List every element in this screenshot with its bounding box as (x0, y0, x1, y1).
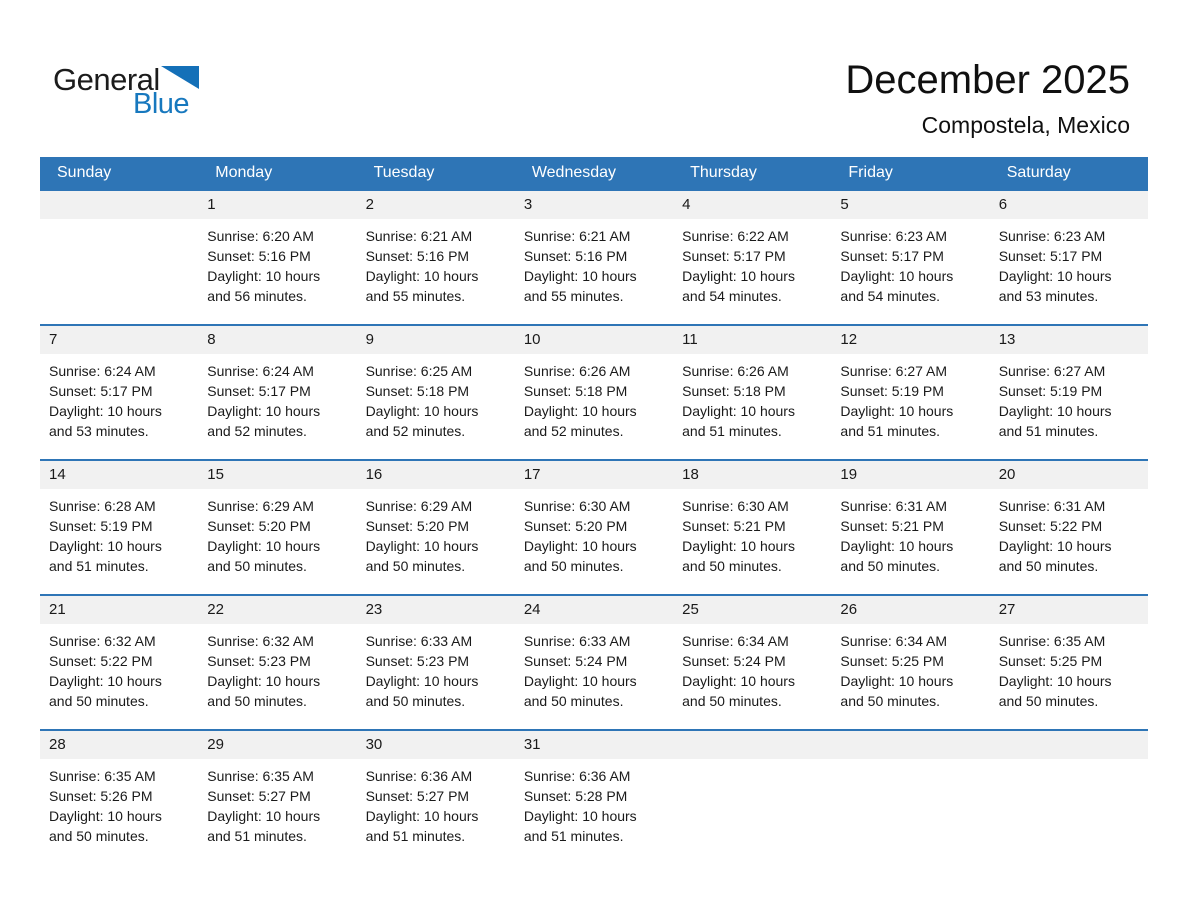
sunset-text: Sunset: 5:19 PM (49, 518, 153, 534)
daylight-line1: Daylight: 10 hours (365, 808, 479, 824)
daylight-line2: and 53 minutes. (998, 288, 1099, 304)
sunset-text: Sunset: 5:23 PM (365, 653, 470, 669)
day-number (673, 731, 831, 759)
general-blue-logo (53, 62, 223, 122)
daylight-line2: and 50 minutes. (49, 828, 149, 844)
day-number: 25 (673, 596, 831, 624)
day-cell (357, 460, 515, 595)
day-cell (357, 730, 515, 864)
sunset-text: Sunset: 5:16 PM (523, 248, 628, 264)
daylight-line1: Daylight: 10 hours (840, 538, 954, 554)
day-details (515, 219, 673, 324)
day-cell (198, 325, 356, 460)
day-details (673, 489, 831, 594)
day-details (198, 354, 356, 459)
header-titles (845, 58, 1130, 139)
sunrise-text: Sunrise: 6:26 AM (682, 363, 789, 379)
daylight-line1: Daylight: 10 hours (365, 403, 479, 419)
sunrise-text: Sunrise: 6:32 AM (49, 633, 156, 649)
sunrise-text: Sunrise: 6:24 AM (49, 363, 156, 379)
day-cell (831, 460, 989, 595)
daylight-line2: and 55 minutes. (523, 288, 624, 304)
daylight-line2: and 56 minutes. (207, 288, 307, 304)
empty-day-cell (831, 730, 989, 864)
daylight-line2: and 52 minutes. (207, 423, 307, 439)
day-details (40, 354, 198, 459)
daylight-line2: and 50 minutes. (523, 693, 624, 709)
day-details (515, 759, 673, 864)
day-number: 1 (198, 191, 356, 219)
day-number: 17 (515, 461, 673, 489)
daylight-line1: Daylight: 10 hours (207, 538, 321, 554)
day-cell (831, 325, 989, 460)
sunrise-text: Sunrise: 6:36 AM (523, 768, 631, 784)
daylight-line2: and 50 minutes. (998, 558, 1099, 574)
day-details (990, 354, 1148, 459)
day-number (40, 191, 198, 219)
day-cell (673, 595, 831, 730)
daylight-line1: Daylight: 10 hours (49, 808, 162, 824)
sunset-text: Sunset: 5:28 PM (523, 788, 628, 804)
day-details (357, 624, 515, 729)
sunset-text: Sunset: 5:16 PM (365, 248, 470, 264)
daylight-line1: Daylight: 10 hours (207, 673, 321, 689)
daylight-line2: and 50 minutes. (365, 558, 466, 574)
calendar-body (40, 190, 1148, 864)
daylight-line1: Daylight: 10 hours (207, 403, 321, 419)
sunrise-text: Sunrise: 6:25 AM (365, 363, 473, 379)
day-details (40, 489, 198, 594)
sunset-text: Sunset: 5:18 PM (365, 383, 470, 399)
sunrise-text: Sunrise: 6:33 AM (523, 633, 631, 649)
sunrise-text: Sunrise: 6:31 AM (998, 498, 1106, 514)
day-cell (673, 190, 831, 325)
empty-day-cell (40, 190, 198, 325)
sunrise-text: Sunrise: 6:35 AM (998, 633, 1106, 649)
day-details (673, 219, 831, 324)
day-details (831, 624, 989, 729)
daylight-line2: and 50 minutes. (682, 558, 782, 574)
day-number: 31 (515, 731, 673, 759)
daylight-line1: Daylight: 10 hours (682, 538, 795, 554)
day-cell (831, 190, 989, 325)
sunset-text: Sunset: 5:21 PM (840, 518, 944, 534)
day-details (357, 759, 515, 864)
day-number: 14 (40, 461, 198, 489)
day-details (990, 489, 1148, 594)
daylight-line2: and 51 minutes. (523, 828, 624, 844)
day-details (673, 624, 831, 729)
sunrise-text: Sunrise: 6:30 AM (682, 498, 789, 514)
daylight-line2: and 50 minutes. (207, 693, 307, 709)
day-cell (198, 595, 356, 730)
day-number: 7 (40, 326, 198, 354)
sunset-text: Sunset: 5:16 PM (207, 248, 311, 264)
day-details (515, 354, 673, 459)
weekday-header-row (40, 157, 1148, 190)
sunrise-text: Sunrise: 6:23 AM (840, 228, 948, 244)
sunrise-text: Sunrise: 6:35 AM (49, 768, 156, 784)
sunrise-text: Sunrise: 6:34 AM (840, 633, 948, 649)
sunrise-text: Sunrise: 6:27 AM (998, 363, 1106, 379)
day-cell (198, 460, 356, 595)
day-number: 4 (673, 191, 831, 219)
daylight-line2: and 51 minutes. (49, 558, 149, 574)
daylight-line2: and 54 minutes. (840, 288, 941, 304)
sunset-text: Sunset: 5:18 PM (682, 383, 786, 399)
day-details (831, 219, 989, 324)
day-cell (990, 460, 1148, 595)
day-number: 6 (990, 191, 1148, 219)
day-details (40, 624, 198, 729)
day-number: 29 (198, 731, 356, 759)
sunset-text: Sunset: 5:17 PM (840, 248, 944, 264)
day-number: 23 (357, 596, 515, 624)
daylight-line2: and 52 minutes. (365, 423, 466, 439)
sunset-text: Sunset: 5:22 PM (49, 653, 153, 669)
day-cell (673, 325, 831, 460)
daylight-line1: Daylight: 10 hours (49, 403, 162, 419)
day-number (831, 731, 989, 759)
day-number: 21 (40, 596, 198, 624)
page-location: Compostela, Mexico (921, 112, 1130, 138)
sunrise-text: Sunrise: 6:30 AM (523, 498, 631, 514)
day-number: 19 (831, 461, 989, 489)
day-number: 10 (515, 326, 673, 354)
day-details (673, 354, 831, 459)
daylight-line2: and 52 minutes. (523, 423, 624, 439)
daylight-line2: and 55 minutes. (365, 288, 466, 304)
day-cell (515, 190, 673, 325)
daylight-line2: and 51 minutes. (682, 423, 782, 439)
daylight-line1: Daylight: 10 hours (840, 673, 954, 689)
week-row (40, 190, 1148, 325)
sunrise-text: Sunrise: 6:24 AM (207, 363, 314, 379)
weekday-header: Thursday (673, 157, 831, 190)
day-cell (357, 325, 515, 460)
daylight-line2: and 50 minutes. (682, 693, 782, 709)
sunset-text: Sunset: 5:20 PM (207, 518, 311, 534)
day-details (198, 624, 356, 729)
daylight-line2: and 53 minutes. (49, 423, 149, 439)
day-cell (515, 595, 673, 730)
weekday-header: Wednesday (515, 157, 673, 190)
daylight-line2: and 50 minutes. (840, 693, 941, 709)
day-details (990, 219, 1148, 324)
daylight-line1: Daylight: 10 hours (207, 808, 321, 824)
sunset-text: Sunset: 5:17 PM (49, 383, 153, 399)
sunset-text: Sunset: 5:19 PM (998, 383, 1103, 399)
day-number: 20 (990, 461, 1148, 489)
day-details (357, 354, 515, 459)
sunset-text: Sunset: 5:17 PM (998, 248, 1103, 264)
day-number: 8 (198, 326, 356, 354)
sunset-text: Sunset: 5:27 PM (207, 788, 311, 804)
sunset-text: Sunset: 5:23 PM (207, 653, 311, 669)
sunset-text: Sunset: 5:24 PM (682, 653, 786, 669)
daylight-line2: and 50 minutes. (523, 558, 624, 574)
sunrise-text: Sunrise: 6:32 AM (207, 633, 314, 649)
day-cell (40, 595, 198, 730)
day-cell (198, 730, 356, 864)
daylight-line2: and 50 minutes. (49, 693, 149, 709)
daylight-line1: Daylight: 10 hours (207, 268, 321, 284)
logo-text-general: General (53, 62, 160, 97)
day-number: 16 (357, 461, 515, 489)
daylight-line1: Daylight: 10 hours (998, 673, 1112, 689)
daylight-line1: Daylight: 10 hours (523, 808, 637, 824)
empty-day-cell (990, 730, 1148, 864)
day-cell (515, 325, 673, 460)
sunset-text: Sunset: 5:26 PM (49, 788, 153, 804)
sunrise-text: Sunrise: 6:28 AM (49, 498, 156, 514)
sunrise-text: Sunrise: 6:29 AM (365, 498, 473, 514)
daylight-line1: Daylight: 10 hours (523, 268, 637, 284)
daylight-line1: Daylight: 10 hours (998, 538, 1112, 554)
weekday-header: Tuesday (357, 157, 515, 190)
day-details (198, 219, 356, 324)
day-cell (357, 190, 515, 325)
daylight-line2: and 50 minutes. (840, 558, 941, 574)
daylight-line1: Daylight: 10 hours (523, 673, 637, 689)
daylight-line1: Daylight: 10 hours (840, 403, 954, 419)
daylight-line1: Daylight: 10 hours (998, 403, 1112, 419)
day-number: 24 (515, 596, 673, 624)
day-cell (515, 730, 673, 864)
week-row (40, 460, 1148, 595)
day-details (831, 489, 989, 594)
day-number: 5 (831, 191, 989, 219)
empty-day-cell (673, 730, 831, 864)
daylight-line1: Daylight: 10 hours (523, 538, 637, 554)
sunset-text: Sunset: 5:25 PM (840, 653, 944, 669)
day-details (515, 624, 673, 729)
page-title: December 2025 (845, 58, 1130, 102)
sunrise-text: Sunrise: 6:27 AM (840, 363, 948, 379)
day-cell (40, 460, 198, 595)
day-number: 12 (831, 326, 989, 354)
daylight-line1: Daylight: 10 hours (998, 268, 1112, 284)
sunset-text: Sunset: 5:17 PM (682, 248, 786, 264)
daylight-line2: and 51 minutes. (207, 828, 307, 844)
day-cell (515, 460, 673, 595)
daylight-line2: and 50 minutes. (998, 693, 1099, 709)
day-cell (673, 460, 831, 595)
sunrise-text: Sunrise: 6:36 AM (365, 768, 473, 784)
daylight-line1: Daylight: 10 hours (365, 268, 479, 284)
daylight-line1: Daylight: 10 hours (365, 673, 479, 689)
day-number: 15 (198, 461, 356, 489)
day-number: 13 (990, 326, 1148, 354)
day-number: 22 (198, 596, 356, 624)
day-cell (40, 325, 198, 460)
day-details (357, 219, 515, 324)
day-cell (831, 595, 989, 730)
day-number: 9 (357, 326, 515, 354)
day-details (40, 759, 198, 864)
sunset-text: Sunset: 5:24 PM (523, 653, 628, 669)
weekday-header: Saturday (990, 157, 1148, 190)
weekday-header: Monday (198, 157, 356, 190)
sunrise-text: Sunrise: 6:29 AM (207, 498, 314, 514)
day-cell (990, 595, 1148, 730)
daylight-line1: Daylight: 10 hours (840, 268, 954, 284)
day-details (515, 489, 673, 594)
sunrise-text: Sunrise: 6:23 AM (998, 228, 1106, 244)
week-row (40, 730, 1148, 864)
sunset-text: Sunset: 5:19 PM (840, 383, 944, 399)
logo-triangle-icon (161, 66, 199, 89)
day-details (831, 354, 989, 459)
sunrise-text: Sunrise: 6:31 AM (840, 498, 948, 514)
sunrise-text: Sunrise: 6:35 AM (207, 768, 314, 784)
day-cell (990, 325, 1148, 460)
day-number: 11 (673, 326, 831, 354)
day-number: 26 (831, 596, 989, 624)
day-cell (990, 190, 1148, 325)
sunset-text: Sunset: 5:21 PM (682, 518, 786, 534)
daylight-line2: and 50 minutes. (365, 693, 466, 709)
daylight-line1: Daylight: 10 hours (682, 268, 795, 284)
weekday-header: Friday (831, 157, 989, 190)
day-number: 30 (357, 731, 515, 759)
sunset-text: Sunset: 5:20 PM (365, 518, 470, 534)
day-number: 28 (40, 731, 198, 759)
sunset-text: Sunset: 5:18 PM (523, 383, 628, 399)
sunset-text: Sunset: 5:22 PM (998, 518, 1103, 534)
sunset-text: Sunset: 5:27 PM (365, 788, 470, 804)
week-row (40, 595, 1148, 730)
sunrise-text: Sunrise: 6:21 AM (523, 228, 631, 244)
daylight-line2: and 51 minutes. (840, 423, 941, 439)
day-details (198, 489, 356, 594)
sunset-text: Sunset: 5:17 PM (207, 383, 311, 399)
day-number: 2 (357, 191, 515, 219)
sunset-text: Sunset: 5:25 PM (998, 653, 1103, 669)
logo-text-blue: Blue (133, 88, 190, 120)
day-details (357, 489, 515, 594)
daylight-line2: and 51 minutes. (998, 423, 1099, 439)
sunrise-text: Sunrise: 6:26 AM (523, 363, 631, 379)
daylight-line1: Daylight: 10 hours (49, 538, 162, 554)
day-number: 3 (515, 191, 673, 219)
sunset-text: Sunset: 5:20 PM (523, 518, 628, 534)
week-row (40, 325, 1148, 460)
sunrise-text: Sunrise: 6:21 AM (365, 228, 473, 244)
daylight-line1: Daylight: 10 hours (49, 673, 162, 689)
sunrise-text: Sunrise: 6:33 AM (365, 633, 473, 649)
day-cell (357, 595, 515, 730)
sunrise-text: Sunrise: 6:20 AM (207, 228, 314, 244)
day-details (990, 624, 1148, 729)
daylight-line2: and 54 minutes. (682, 288, 782, 304)
day-details (198, 759, 356, 864)
daylight-line1: Daylight: 10 hours (682, 403, 795, 419)
daylight-line2: and 51 minutes. (365, 828, 466, 844)
daylight-line1: Daylight: 10 hours (365, 538, 479, 554)
day-cell (198, 190, 356, 325)
daylight-line1: Daylight: 10 hours (523, 403, 637, 419)
calendar-table (40, 157, 1148, 864)
day-number: 27 (990, 596, 1148, 624)
day-number: 18 (673, 461, 831, 489)
daylight-line1: Daylight: 10 hours (682, 673, 795, 689)
sunrise-text: Sunrise: 6:22 AM (682, 228, 789, 244)
sunrise-text: Sunrise: 6:34 AM (682, 633, 789, 649)
day-number (990, 731, 1148, 759)
daylight-line2: and 50 minutes. (207, 558, 307, 574)
weekday-header: Sunday (40, 157, 198, 190)
day-cell (40, 730, 198, 864)
